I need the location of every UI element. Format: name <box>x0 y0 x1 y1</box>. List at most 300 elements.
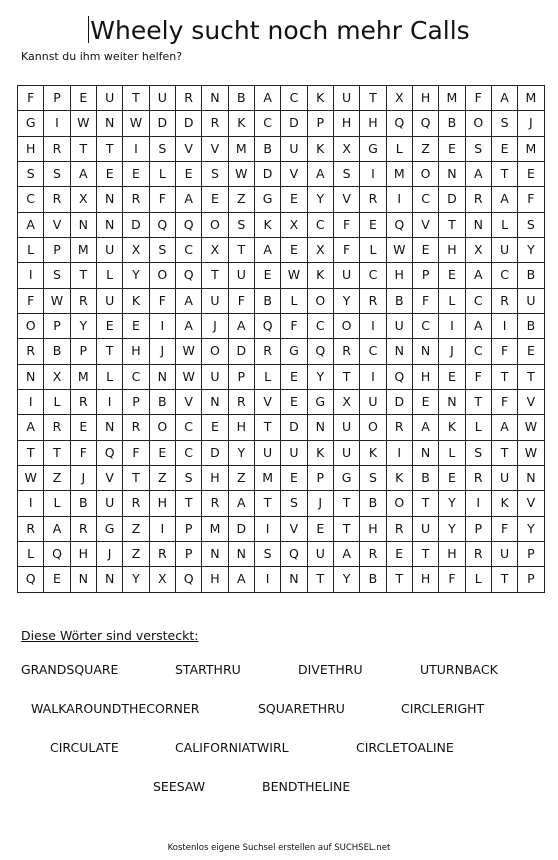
grid-cell: L <box>465 567 491 592</box>
grid-cell: S <box>149 237 175 262</box>
grid-cell: E <box>518 161 544 186</box>
grid-cell: Y <box>439 516 465 541</box>
grid-cell: R <box>44 415 70 440</box>
grid-cell: E <box>44 567 70 592</box>
grid-cell: Z <box>412 136 438 161</box>
grid-cell: A <box>254 86 280 111</box>
grid-cell: R <box>254 339 280 364</box>
grid-cell: U <box>360 389 386 414</box>
grid-cell: H <box>439 237 465 262</box>
grid-cell: M <box>228 136 254 161</box>
grid-cell: U <box>202 364 228 389</box>
grid-cell: T <box>439 212 465 237</box>
grid-cell: B <box>518 313 544 338</box>
grid-cell: R <box>202 491 228 516</box>
grid-cell: F <box>333 237 359 262</box>
grid-cell: W <box>175 364 201 389</box>
grid-cell: A <box>491 187 517 212</box>
grid-row <box>18 465 545 490</box>
grid-cell: G <box>307 389 333 414</box>
grid-cell: P <box>307 111 333 136</box>
grid-cell: Q <box>96 440 122 465</box>
grid-cell: J <box>70 465 96 490</box>
grid-cell: Z <box>228 187 254 212</box>
grid-row <box>18 491 545 516</box>
grid-cell: R <box>175 86 201 111</box>
grid-cell: D <box>254 161 280 186</box>
grid-cell: B <box>254 288 280 313</box>
grid-cell: E <box>412 237 438 262</box>
grid-cell: X <box>333 389 359 414</box>
grid-cell: J <box>96 541 122 566</box>
grid-cell: W <box>123 111 149 136</box>
grid-cell: H <box>439 541 465 566</box>
grid-row <box>18 111 545 136</box>
grid-cell: R <box>123 415 149 440</box>
grid-cell: F <box>491 389 517 414</box>
grid-cell: N <box>386 339 412 364</box>
grid-cell: L <box>439 440 465 465</box>
grid-cell: E <box>96 161 122 186</box>
grid-cell: S <box>518 212 544 237</box>
word-item: CIRCLERIGHT <box>401 701 485 716</box>
grid-row <box>18 516 545 541</box>
grid-cell: S <box>360 465 386 490</box>
grid-cell: A <box>175 288 201 313</box>
grid-cell: S <box>202 161 228 186</box>
grid-cell: Y <box>228 440 254 465</box>
grid-cell: A <box>254 237 280 262</box>
grid-cell: T <box>44 440 70 465</box>
grid-cell: B <box>44 339 70 364</box>
grid-cell: O <box>307 288 333 313</box>
grid-cell: C <box>465 288 491 313</box>
grid-cell: D <box>439 187 465 212</box>
grid-cell: H <box>333 111 359 136</box>
grid-cell: R <box>333 339 359 364</box>
grid-cell: B <box>360 567 386 592</box>
grid-cell: F <box>491 339 517 364</box>
grid-cell: F <box>18 288 44 313</box>
grid-cell: A <box>228 313 254 338</box>
grid-cell: H <box>412 567 438 592</box>
grid-cell: I <box>360 161 386 186</box>
grid-cell: I <box>360 364 386 389</box>
grid-cell: X <box>202 237 228 262</box>
grid-cell: H <box>70 541 96 566</box>
grid-cell: S <box>228 212 254 237</box>
grid-row <box>18 313 545 338</box>
grid-cell: F <box>439 567 465 592</box>
grid-cell: A <box>175 187 201 212</box>
grid-cell: L <box>149 161 175 186</box>
grid-cell: V <box>254 389 280 414</box>
grid-cell: S <box>44 263 70 288</box>
grid-cell: B <box>70 491 96 516</box>
grid-cell: U <box>333 415 359 440</box>
grid-cell: G <box>18 111 44 136</box>
grid-cell: X <box>149 567 175 592</box>
grid-cell: P <box>44 86 70 111</box>
grid-cell: E <box>123 161 149 186</box>
grid-cell: X <box>386 86 412 111</box>
grid-cell: N <box>412 440 438 465</box>
grid-cell: Z <box>44 465 70 490</box>
grid-cell: I <box>18 389 44 414</box>
grid-cell: H <box>386 263 412 288</box>
grid-cell: L <box>44 389 70 414</box>
grid-cell: R <box>202 111 228 136</box>
grid-cell: Z <box>123 516 149 541</box>
grid-cell: X <box>333 136 359 161</box>
grid-cell: R <box>149 541 175 566</box>
grid-cell: A <box>465 313 491 338</box>
grid-cell: E <box>281 389 307 414</box>
grid-cell: E <box>281 237 307 262</box>
grid-cell: T <box>70 263 96 288</box>
grid-cell: H <box>412 364 438 389</box>
grid-cell: O <box>202 339 228 364</box>
word-item: UTURNBACK <box>420 662 498 677</box>
grid-cell: Y <box>307 187 333 212</box>
grid-row <box>18 237 545 262</box>
grid-cell: V <box>96 465 122 490</box>
grid-cell: E <box>70 86 96 111</box>
grid-cell: U <box>491 541 517 566</box>
grid-cell: I <box>439 313 465 338</box>
grid-cell: A <box>175 313 201 338</box>
grid-cell: R <box>386 415 412 440</box>
grid-cell: T <box>412 541 438 566</box>
grid-cell: T <box>333 491 359 516</box>
grid-row <box>18 86 545 111</box>
grid-row <box>18 541 545 566</box>
grid-cell: E <box>439 136 465 161</box>
grid-cell: N <box>439 389 465 414</box>
grid-cell: A <box>70 161 96 186</box>
grid-cell: B <box>254 136 280 161</box>
grid-cell: B <box>412 465 438 490</box>
grid-cell: G <box>360 136 386 161</box>
grid-cell: N <box>96 212 122 237</box>
grid-cell: I <box>386 187 412 212</box>
grid-cell: F <box>18 86 44 111</box>
grid-cell: V <box>412 212 438 237</box>
grid-cell: C <box>307 212 333 237</box>
grid-cell: C <box>254 111 280 136</box>
grid-cell: R <box>123 491 149 516</box>
grid-cell: U <box>491 237 517 262</box>
grid-row <box>18 161 545 186</box>
grid-cell: O <box>360 415 386 440</box>
grid-cell: V <box>518 491 544 516</box>
grid-cell: H <box>202 567 228 592</box>
grid-cell: K <box>307 263 333 288</box>
grid-cell: U <box>491 465 517 490</box>
grid-row <box>18 567 545 592</box>
grid-cell: I <box>491 313 517 338</box>
grid-cell: U <box>333 263 359 288</box>
grid-cell: E <box>70 415 96 440</box>
grid-cell: D <box>175 111 201 136</box>
grid-cell: D <box>281 415 307 440</box>
word-item: DIVETHRU <box>298 662 363 677</box>
grid-cell: T <box>518 364 544 389</box>
grid-cell: W <box>175 339 201 364</box>
grid-cell: C <box>412 313 438 338</box>
grid-cell: R <box>70 516 96 541</box>
grid-cell: M <box>386 161 412 186</box>
grid-cell: B <box>360 491 386 516</box>
grid-cell: H <box>18 136 44 161</box>
grid-cell: A <box>228 567 254 592</box>
grid-cell: K <box>307 86 333 111</box>
grid-cell: G <box>96 516 122 541</box>
grid-cell: F <box>281 313 307 338</box>
grid-cell: A <box>491 415 517 440</box>
grid-cell: S <box>281 491 307 516</box>
grid-cell: N <box>518 465 544 490</box>
grid-row <box>18 212 545 237</box>
grid-cell: S <box>465 136 491 161</box>
grid-cell: P <box>465 516 491 541</box>
grid-cell: U <box>307 541 333 566</box>
grid-cell: K <box>439 415 465 440</box>
grid-cell: Q <box>307 339 333 364</box>
grid-cell: V <box>175 136 201 161</box>
grid-cell: T <box>333 364 359 389</box>
grid-cell: X <box>281 212 307 237</box>
grid-cell: E <box>175 161 201 186</box>
word-item: BENDTHELINE <box>262 779 351 794</box>
grid-cell: P <box>228 364 254 389</box>
page-title: Wheely sucht noch mehr Calls <box>90 16 470 45</box>
word-item: GRANDSQUARE <box>21 662 119 677</box>
grid-cell: C <box>412 187 438 212</box>
grid-cell: C <box>360 339 386 364</box>
grid-cell: M <box>518 86 544 111</box>
grid-cell: E <box>254 263 280 288</box>
grid-cell: W <box>386 237 412 262</box>
grid-cell: A <box>333 541 359 566</box>
grid-cell: E <box>360 212 386 237</box>
grid-cell: W <box>18 465 44 490</box>
grid-cell: T <box>96 339 122 364</box>
grid-cell: S <box>333 161 359 186</box>
word-item: STARTHRU <box>175 662 241 677</box>
grid-cell: E <box>439 263 465 288</box>
grid-cell: Y <box>123 263 149 288</box>
word-item: WALKAROUNDTHECORNER <box>31 701 200 716</box>
grid-cell: R <box>123 187 149 212</box>
grid-cell: P <box>123 389 149 414</box>
grid-cell: T <box>70 136 96 161</box>
grid-cell: S <box>465 440 491 465</box>
grid-cell: U <box>228 263 254 288</box>
grid-cell: N <box>439 161 465 186</box>
grid-cell: L <box>439 288 465 313</box>
grid-cell: V <box>202 136 228 161</box>
grid-cell: T <box>202 263 228 288</box>
grid-cell: Q <box>18 567 44 592</box>
grid-cell: V <box>333 187 359 212</box>
grid-cell: C <box>18 187 44 212</box>
grid-cell: N <box>149 364 175 389</box>
grid-cell: T <box>123 86 149 111</box>
grid-cell: T <box>123 465 149 490</box>
grid-cell: T <box>465 389 491 414</box>
grid-cell: W <box>281 263 307 288</box>
grid-cell: B <box>518 263 544 288</box>
grid-cell: G <box>281 339 307 364</box>
grid-cell: O <box>149 415 175 440</box>
grid-cell: L <box>44 491 70 516</box>
grid-cell: W <box>518 415 544 440</box>
grid-cell: S <box>18 161 44 186</box>
grid-cell: F <box>149 187 175 212</box>
grid-cell: E <box>307 516 333 541</box>
grid-cell: I <box>96 389 122 414</box>
grid-cell: S <box>175 465 201 490</box>
grid-cell: M <box>70 237 96 262</box>
grid-cell: U <box>96 86 122 111</box>
grid-cell: F <box>228 288 254 313</box>
grid-cell: Q <box>175 263 201 288</box>
grid-cell: Q <box>386 364 412 389</box>
grid-cell: Q <box>386 111 412 136</box>
grid-cell: U <box>96 237 122 262</box>
grid-cell: T <box>333 516 359 541</box>
grid-cell: V <box>518 389 544 414</box>
grid-cell: Z <box>149 465 175 490</box>
grid-cell: F <box>123 440 149 465</box>
grid-cell: Q <box>149 212 175 237</box>
grid-cell: C <box>175 237 201 262</box>
grid-cell: A <box>44 516 70 541</box>
grid-cell: S <box>149 136 175 161</box>
grid-cell: E <box>202 187 228 212</box>
grid-cell: T <box>360 86 386 111</box>
grid-cell: T <box>96 136 122 161</box>
grid-cell: O <box>149 263 175 288</box>
grid-cell: F <box>412 288 438 313</box>
grid-cell: F <box>70 440 96 465</box>
grid-cell: U <box>96 288 122 313</box>
grid-cell: M <box>70 364 96 389</box>
grid-cell: U <box>386 313 412 338</box>
grid-cell: S <box>254 541 280 566</box>
grid-cell: I <box>149 516 175 541</box>
grid-cell: D <box>149 111 175 136</box>
grid-cell: H <box>123 339 149 364</box>
grid-cell: P <box>518 541 544 566</box>
grid-cell: C <box>360 263 386 288</box>
grid-cell: R <box>386 516 412 541</box>
grid-cell: Y <box>518 516 544 541</box>
grid-cell: K <box>307 440 333 465</box>
grid-cell: O <box>18 313 44 338</box>
grid-cell: N <box>96 187 122 212</box>
grid-cell: N <box>18 364 44 389</box>
grid-cell: E <box>439 465 465 490</box>
grid-cell: N <box>202 389 228 414</box>
grid-cell: F <box>465 86 491 111</box>
grid-cell: I <box>44 111 70 136</box>
grid-cell: R <box>18 339 44 364</box>
grid-cell: N <box>70 212 96 237</box>
grid-cell: T <box>18 440 44 465</box>
grid-cell: M <box>202 516 228 541</box>
grid-cell: D <box>228 339 254 364</box>
grid-cell: L <box>465 415 491 440</box>
grid-cell: C <box>175 415 201 440</box>
grid-cell: D <box>202 440 228 465</box>
grid-cell: L <box>96 364 122 389</box>
grid-cell: C <box>465 339 491 364</box>
grid-cell: A <box>18 212 44 237</box>
grid-cell: T <box>412 491 438 516</box>
grid-row <box>18 364 545 389</box>
grid-cell: E <box>491 136 517 161</box>
grid-cell: B <box>439 111 465 136</box>
grid-cell: P <box>412 263 438 288</box>
grid-cell: X <box>465 237 491 262</box>
grid-cell: B <box>149 389 175 414</box>
grid-cell: M <box>518 136 544 161</box>
grid-cell: E <box>96 313 122 338</box>
grid-cell: M <box>439 86 465 111</box>
grid-cell: A <box>412 415 438 440</box>
grid-cell: A <box>491 86 517 111</box>
grid-cell: N <box>70 567 96 592</box>
grid-cell: H <box>202 465 228 490</box>
grid-row <box>18 440 545 465</box>
grid-cell: Y <box>439 491 465 516</box>
grid-cell: O <box>333 313 359 338</box>
grid-cell: L <box>281 288 307 313</box>
grid-cell: U <box>149 86 175 111</box>
grid-cell: X <box>70 187 96 212</box>
grid-cell: K <box>491 491 517 516</box>
grid-cell: N <box>228 541 254 566</box>
grid-cell: A <box>307 161 333 186</box>
grid-cell: N <box>281 567 307 592</box>
grid-cell: V <box>44 212 70 237</box>
grid-cell: Y <box>333 288 359 313</box>
grid-cell: R <box>44 136 70 161</box>
grid-cell: R <box>44 187 70 212</box>
grid-cell: S <box>491 111 517 136</box>
grid-cell: A <box>18 415 44 440</box>
grid-cell: I <box>254 567 280 592</box>
grid-cell: E <box>439 364 465 389</box>
grid-cell: I <box>360 313 386 338</box>
grid-cell: Z <box>123 541 149 566</box>
grid-cell: E <box>386 541 412 566</box>
grid-row <box>18 339 545 364</box>
grid-cell: P <box>175 516 201 541</box>
grid-cell: K <box>360 440 386 465</box>
grid-cell: R <box>70 288 96 313</box>
grid-cell: C <box>123 364 149 389</box>
grid-cell: Q <box>386 212 412 237</box>
grid-cell: V <box>281 161 307 186</box>
grid-cell: E <box>518 339 544 364</box>
grid-cell: Y <box>307 364 333 389</box>
grid-cell: W <box>518 440 544 465</box>
grid-cell: R <box>465 541 491 566</box>
grid-cell: H <box>412 86 438 111</box>
